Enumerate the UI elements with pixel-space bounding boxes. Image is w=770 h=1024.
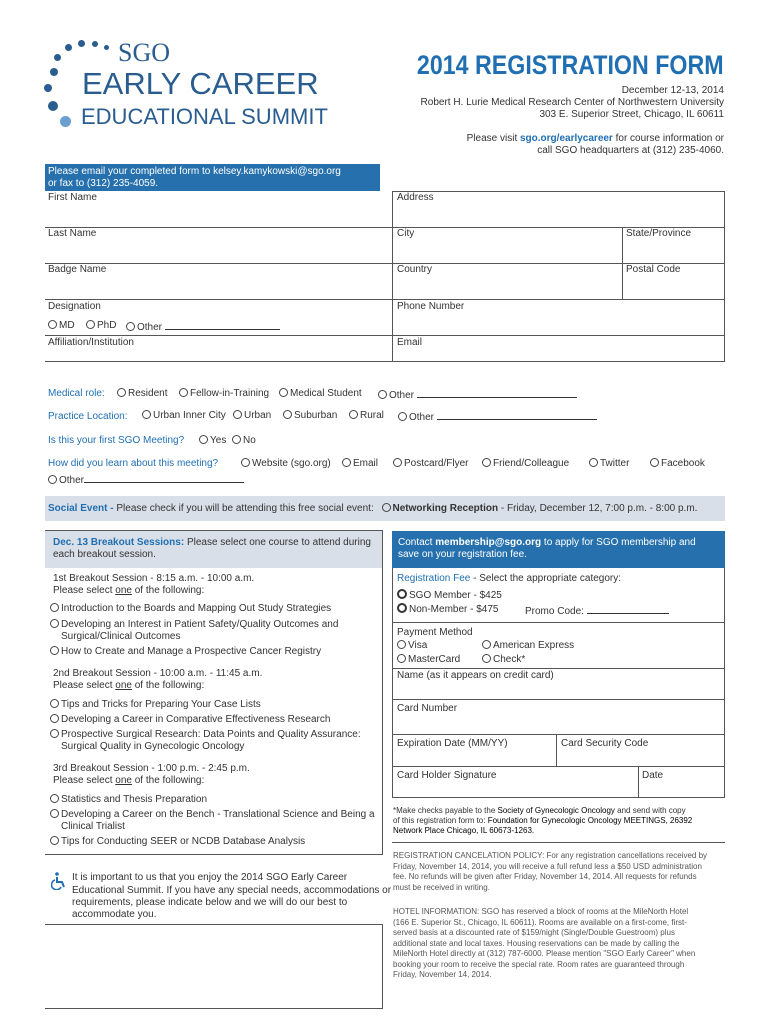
last-name-field[interactable]: Last Name — [48, 228, 97, 239]
fee-nonmember[interactable]: Non-Member - $475 — [397, 604, 498, 615]
radio-icon — [482, 640, 491, 649]
radio-icon — [50, 794, 59, 803]
radio-icon — [50, 646, 59, 655]
radio-icon — [199, 435, 208, 444]
signature-field[interactable]: Card Holder Signature — [397, 770, 497, 781]
hotel-information: HOTEL INFORMATION: SGO has reserved a block of rooms at the MileNorth Hotel (166 E. Superior St., Chicago, IL 60611). Rooms are available on a first-come, first- served basis at a discounted rate of $159/night (Single/Double Guestroom) plus additional state and local taxes. Housing reservations can be made by calling the MileNorth Hotel directly at (312) 787-6000. Please mention "SGO Early Career" when booking your room to receive the special rate. Room rates are guaranteed through Friday, November 14, 2014. — [393, 907, 696, 979]
session3-opt3[interactable]: Tips for Conducting SEER or NCDB Database Analysis — [50, 836, 305, 847]
payment-visa[interactable]: Visa — [397, 640, 427, 651]
role-student[interactable]: Medical Student — [279, 388, 362, 399]
designation-phd[interactable]: PhD — [86, 320, 116, 331]
registration-fee-label: Registration Fee - Select the appropriate category: — [397, 573, 622, 584]
radio-icon — [142, 410, 151, 419]
fee-member[interactable]: SGO Member - $425 — [397, 590, 502, 601]
radio-icon — [397, 589, 407, 599]
radio-icon — [50, 729, 59, 738]
session1-opt2-cont: Surgical/Clinical Outcomes — [61, 631, 181, 642]
cardholder-name-field[interactable]: Name (as it appears on credit card) — [397, 670, 554, 681]
visit-info-line2: call SGO headquarters at (312) 235-4060. — [537, 145, 724, 156]
radio-icon — [393, 458, 402, 467]
badge-name-field[interactable]: Badge Name — [48, 264, 107, 275]
session3-title: 3rd Breakout Session - 1:00 p.m. - 2:45 p.m. — [53, 763, 250, 774]
session1-opt2[interactable]: Developing an Interest in Patient Safety/Quality Outcomes and — [50, 619, 338, 630]
heard-facebook[interactable]: Facebook — [650, 458, 705, 469]
medical-role-label: Medical role: — [48, 388, 105, 399]
session2-opt2[interactable]: Developing a Career in Comparative Effectiveness Research — [50, 714, 330, 725]
city-field[interactable]: City — [397, 228, 415, 239]
email-field[interactable]: Email — [397, 337, 423, 348]
phone-field[interactable]: Phone Number — [397, 301, 465, 312]
radio-icon — [50, 619, 59, 628]
event-venue: Robert H. Lurie Medical Research Center of Northwestern University — [420, 97, 724, 108]
radio-icon — [398, 412, 407, 421]
special-needs-line4: accommodate you. — [72, 909, 157, 920]
session1-opt1[interactable]: Introduction to the Boards and Mapping Out Study Strategies — [50, 603, 331, 614]
radio-icon — [50, 809, 59, 818]
role-section — [45, 380, 725, 490]
membership-banner: Contact membership@sgo.org to apply for SGO membership and save on your registration fee. — [392, 531, 725, 568]
card-number-field[interactable]: Card Number — [397, 703, 458, 714]
logo-dot — [60, 116, 71, 127]
logo-dot — [92, 41, 98, 47]
session2-opt3[interactable]: Prospective Surgical Research: Data Points and Quality Assurance: — [50, 729, 361, 740]
radio-icon — [179, 388, 188, 397]
radio-icon — [482, 458, 491, 467]
session1-opt3[interactable]: How to Create and Manage a Prospective Cancer Registry — [50, 646, 321, 657]
practice-suburban[interactable]: Suburban — [283, 410, 337, 421]
networking-reception-option[interactable]: Networking Reception - Friday, December 12, 7:00 p.m. - 8:00 p.m. — [382, 503, 698, 514]
heard-friend[interactable]: Friend/Colleague — [482, 458, 569, 469]
radio-icon — [349, 410, 358, 419]
practice-other[interactable]: Other — [398, 410, 597, 423]
first-meeting-yes[interactable]: Yes — [199, 435, 226, 446]
heard-postcard[interactable]: Postcard/Flyer — [393, 458, 468, 469]
session2-opt3-cont: Surgical Quality in Gynecologic Oncology — [61, 741, 245, 752]
course-link[interactable]: sgo.org/earlycareer — [520, 133, 613, 144]
logo-dot — [54, 54, 61, 61]
radio-icon — [342, 458, 351, 467]
role-other[interactable]: Other — [378, 388, 577, 401]
designation-md[interactable]: MD — [48, 320, 75, 331]
radio-icon — [589, 458, 598, 467]
cancellation-policy: REGISTRATION CANCELATION POLICY: For any registration cancellations received by Friday, November 14, 2014, you will receive a full refund less a $50 USD administration fee. No refunds will be given after Friday, November 14, 2014. All requests for refunds must be received in writing. — [393, 851, 708, 892]
designation-other[interactable]: Other — [126, 320, 280, 333]
payment-check[interactable]: Check* — [482, 654, 525, 665]
session3-opt2[interactable]: Developing a Career on the Bench - Translational Science and Being a — [50, 809, 375, 820]
state-field[interactable]: State/Province — [626, 228, 692, 239]
heard-website[interactable]: Website (sgo.org) — [241, 458, 331, 469]
payment-method-label: Payment Method — [397, 627, 473, 638]
radio-icon — [50, 836, 59, 845]
event-address: 303 E. Superior Street, Chicago, IL 60611 — [539, 109, 724, 120]
event-date: December 12-13, 2014 — [621, 85, 724, 96]
logo-line1: EARLY CAREER — [82, 66, 319, 101]
session1-sub: Please select one of the following: — [53, 585, 205, 596]
logo-dot — [78, 40, 85, 47]
radio-icon — [283, 410, 292, 419]
session3-sub: Please select one of the following: — [53, 775, 205, 786]
logo-dot — [44, 84, 52, 92]
special-needs-textbox[interactable] — [45, 924, 383, 1009]
radio-icon — [378, 390, 387, 399]
security-code-field[interactable]: Card Security Code — [561, 738, 649, 749]
special-needs-line1: It is important to us that you enjoy the 2014 SGO Early Career — [72, 872, 348, 883]
radio-icon — [397, 654, 406, 663]
session2-opt1[interactable]: Tips and Tricks for Preparing Your Case Lists — [50, 699, 261, 710]
date-field[interactable]: Date — [642, 770, 664, 781]
session1-title: 1st Breakout Session - 8:15 a.m. - 10:00 a.m. — [53, 573, 255, 584]
radio-icon — [397, 640, 406, 649]
radio-icon — [117, 388, 126, 397]
practice-inner-city[interactable]: Urban Inner City — [142, 410, 226, 421]
radio-icon — [50, 714, 59, 723]
first-meeting-label: Is this your first SGO Meeting? — [48, 435, 185, 446]
payment-amex[interactable]: American Express — [482, 640, 574, 651]
radio-icon — [241, 458, 250, 467]
email-banner: Please email your completed form to kelsey.kamykowski@sgo.org or fax to (312) 235-4059. — [45, 164, 380, 191]
session2-sub: Please select one of the following: — [53, 680, 205, 691]
radio-icon — [48, 475, 57, 484]
logo-dot — [48, 101, 58, 111]
role-fellow[interactable]: Fellow-in-Training — [179, 388, 269, 399]
session3-opt1[interactable]: Statistics and Thesis Preparation — [50, 794, 207, 805]
logo — [40, 38, 360, 133]
wheelchair-icon — [51, 872, 67, 890]
address-field[interactable]: Address — [397, 192, 434, 203]
heard-label: How did you learn about this meeting? — [48, 458, 219, 469]
payment-mastercard[interactable]: MasterCard — [397, 654, 460, 665]
social-event-label: Social Event - — [48, 503, 117, 514]
first-meeting-no[interactable]: No — [232, 435, 256, 446]
heard-other[interactable]: Other — [48, 473, 244, 486]
promo-code-field[interactable]: Promo Code: — [525, 604, 669, 617]
radio-icon — [482, 654, 491, 663]
first-name-field[interactable]: First Name — [48, 192, 97, 203]
form-title: 2014 REGISTRATION FORM — [417, 50, 724, 80]
radio-icon — [232, 435, 241, 444]
heard-twitter[interactable]: Twitter — [589, 458, 629, 469]
logo-dot — [104, 45, 109, 50]
radio-icon — [50, 603, 59, 612]
radio-icon — [233, 410, 242, 419]
logo-dot — [65, 44, 72, 51]
heard-email[interactable]: Email — [342, 458, 378, 469]
practice-urban[interactable]: Urban — [233, 410, 271, 421]
session2-title: 2nd Breakout Session - 10:00 a.m. - 11:45 a.m. — [53, 668, 263, 679]
radio-icon — [48, 320, 57, 329]
radio-icon — [50, 699, 59, 708]
visit-info: Please visit sgo.org/earlycareer for course information or — [466, 133, 724, 144]
logo-sgo: SGO — [118, 38, 171, 67]
expiration-field[interactable]: Expiration Date (MM/YY) — [397, 738, 508, 749]
divider — [392, 842, 725, 843]
radio-icon — [86, 320, 95, 329]
radio-icon — [650, 458, 659, 467]
membership-email-link[interactable]: membership@sgo.org — [435, 537, 542, 548]
role-resident[interactable]: Resident — [117, 388, 167, 399]
radio-icon — [382, 503, 391, 512]
logo-line2: EDUCATIONAL SUMMIT — [81, 104, 328, 129]
check-instructions: *Make checks payable to the Society of Gynecologic Oncology and send with copy of this registration form to: Foundation for Gynecologic Oncology MEETINGS, 26392 Network Place Chicago, IL 60673-1263. — [393, 806, 693, 835]
special-needs-line3: requirements, please indicate below and we will do our best to — [72, 897, 348, 908]
logo-dot — [50, 68, 58, 76]
radio-icon — [397, 603, 407, 613]
session3-opt2-cont: Clinical Trialist — [61, 821, 125, 832]
practice-rural[interactable]: Rural — [349, 410, 384, 421]
radio-icon — [126, 322, 135, 331]
practice-location-label: Practice Location: — [48, 411, 128, 422]
sessions-panel — [45, 530, 383, 855]
sessions-heading: Dec. 13 Breakout Sessions: Please select one course to attend during each breakout session. — [45, 531, 382, 568]
designation-label: Designation — [48, 301, 101, 312]
postal-code-field[interactable]: Postal Code — [626, 264, 681, 275]
country-field[interactable]: Country — [397, 264, 433, 275]
special-needs-line2: Educational Summit. If you have any special needs, accommodations or — [72, 885, 392, 896]
affiliation-field[interactable]: Affiliation/Institution — [48, 337, 134, 348]
social-event-bar: Social Event - Please check if you will be attending this free social event: Networking Reception - Friday, December 12, 7:00 p.m. - 8:00 p.m. — [45, 496, 725, 521]
radio-icon — [279, 388, 288, 397]
